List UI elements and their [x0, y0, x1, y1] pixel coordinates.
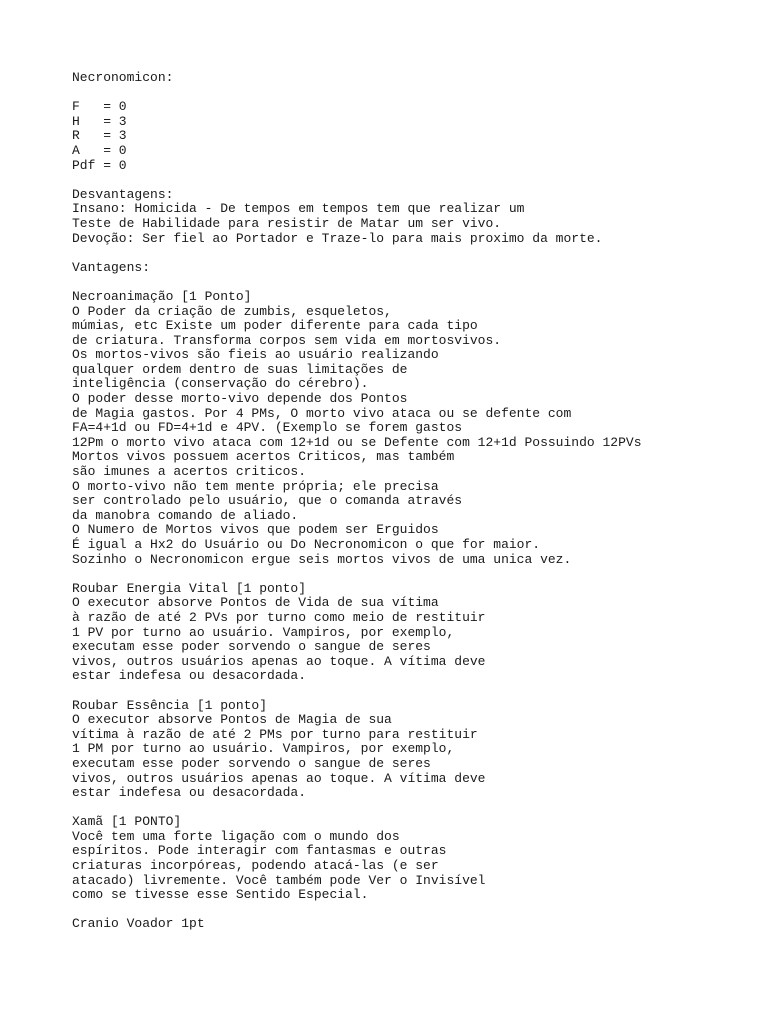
text-line: atacado) livremente. Você também pode Ver o Invisível [72, 872, 486, 888]
text-line: Vantagens: [72, 259, 151, 275]
text-line: R = 3 [72, 128, 127, 144]
text-line: Devoção: Ser fiel ao Portador e Traze-lo para mais proximo da morte. [72, 230, 603, 246]
text-line: Desvantagens: [72, 186, 174, 202]
text-line: A = 0 [72, 142, 127, 158]
text-line: O Poder da criação de zumbis, esqueletos, [72, 303, 392, 319]
blank-line [72, 567, 752, 582]
text-line: Insano: Homicida - De tempos em tempos tem que realizar um [72, 201, 525, 217]
text-line: estar indefesa ou desacordada. [72, 785, 307, 801]
text-line: O morto-vivo não tem mente própria; ele precisa [72, 478, 439, 494]
text-line: O Numero de Mortos vivos que podem ser Erguidos [72, 522, 439, 538]
text-line: Xamã [1 PONTO] [72, 814, 182, 830]
text-line: 12Pm o morto vivo ataca com 12+1d ou se Defente com 12+1d Possuindo 12PVs [72, 434, 642, 450]
text-line: são imunes a acertos criticos. [72, 464, 307, 480]
text-line: H = 3 [72, 113, 127, 129]
text-line: O executor absorve Pontos de Vida de sua vítima [72, 595, 439, 611]
text-line: executam esse poder sorvendo o sangue de seres [72, 755, 431, 771]
text-line: espíritos. Pode interagir com fantasmas e outras [72, 843, 447, 859]
text-line: Os mortos-vivos são fieis ao usuário realizando [72, 347, 439, 363]
text-line: Roubar Essência [1 ponto] [72, 697, 268, 713]
text-line: 1 PV por turno ao usuário. Vampiros, por exemplo, [72, 624, 455, 640]
text-line: vítima à razão de até 2 PMs por turno para restituir [72, 726, 478, 742]
text-line: F = 0 [72, 99, 127, 115]
text-line: Roubar Energia Vital [1 ponto] [72, 580, 307, 596]
text-line: de criatura. Transforma corpos sem vida em mortosvivos. [72, 332, 502, 348]
text-line: vivos, outros usuários apenas ao toque. A vítima deve [72, 770, 486, 786]
text-line: Você tem uma forte ligação com o mundo dos [72, 828, 400, 844]
text-line: estar indefesa ou desacordada. [72, 668, 307, 684]
text-line: Teste de Habilidade para resistir de Matar um ser vivo. [72, 215, 502, 231]
text-line: Cranio Voador 1pt [72, 916, 205, 932]
text-line: de Magia gastos. Por 4 PMs, O morto vivo ataca ou se defente com [72, 405, 572, 421]
text-line: Necroanimação [1 Ponto] [72, 288, 252, 304]
text-line: É igual a Hx2 do Usuário ou Do Necronomicon o que for maior. [72, 537, 541, 552]
text-line: à razão de até 2 PVs por turno como meio de restituir [72, 609, 486, 625]
text-line: Sozinho o Necronomicon ergue seis mortos vivos de uma unica vez. [72, 551, 572, 567]
text-line: como se tivesse esse Sentido Especial. [72, 887, 369, 903]
text-line: executam esse poder sorvendo o sangue de seres [72, 639, 431, 655]
text-line: Mortos vivos possuem acertos Criticos, mas também [72, 449, 455, 465]
text-line: da manobra comando de aliado. [72, 507, 299, 523]
blank-line [72, 246, 752, 261]
text-line: vivos, outros usuários apenas ao toque. A vítima deve [72, 653, 486, 669]
text-line: 1 PM por turno ao usuário. Vampiros, por exemplo, [72, 741, 455, 757]
blank-line [72, 684, 752, 699]
text-line: ser controlado pelo usuário, que o comanda através [72, 493, 463, 509]
document-page [72, 71, 752, 932]
text-line: O poder desse morto-vivo depende dos Pontos [72, 391, 408, 407]
text-line: O executor absorve Pontos de Magia de sua [72, 712, 392, 728]
text-line: criaturas incorpóreas, podendo atacá-las (e ser [72, 858, 439, 874]
blank-line [72, 173, 752, 188]
text-line: qualquer ordem dentro de suas limitações de [72, 361, 408, 377]
text-line: múmias, etc Existe um poder diferente para cada tipo [72, 318, 478, 334]
text-line: Pdf = 0 [72, 157, 127, 173]
text-line: FA=4+1d ou FD=4+1d e 4PV. (Exemplo se forem gastos [72, 420, 463, 436]
text-line: Necronomicon: [72, 70, 174, 85]
blank-line [72, 275, 752, 290]
blank-line [72, 86, 752, 101]
text-line: inteligência (conservação do cérebro). [72, 376, 369, 392]
blank-line [72, 903, 752, 918]
blank-line [72, 801, 752, 816]
